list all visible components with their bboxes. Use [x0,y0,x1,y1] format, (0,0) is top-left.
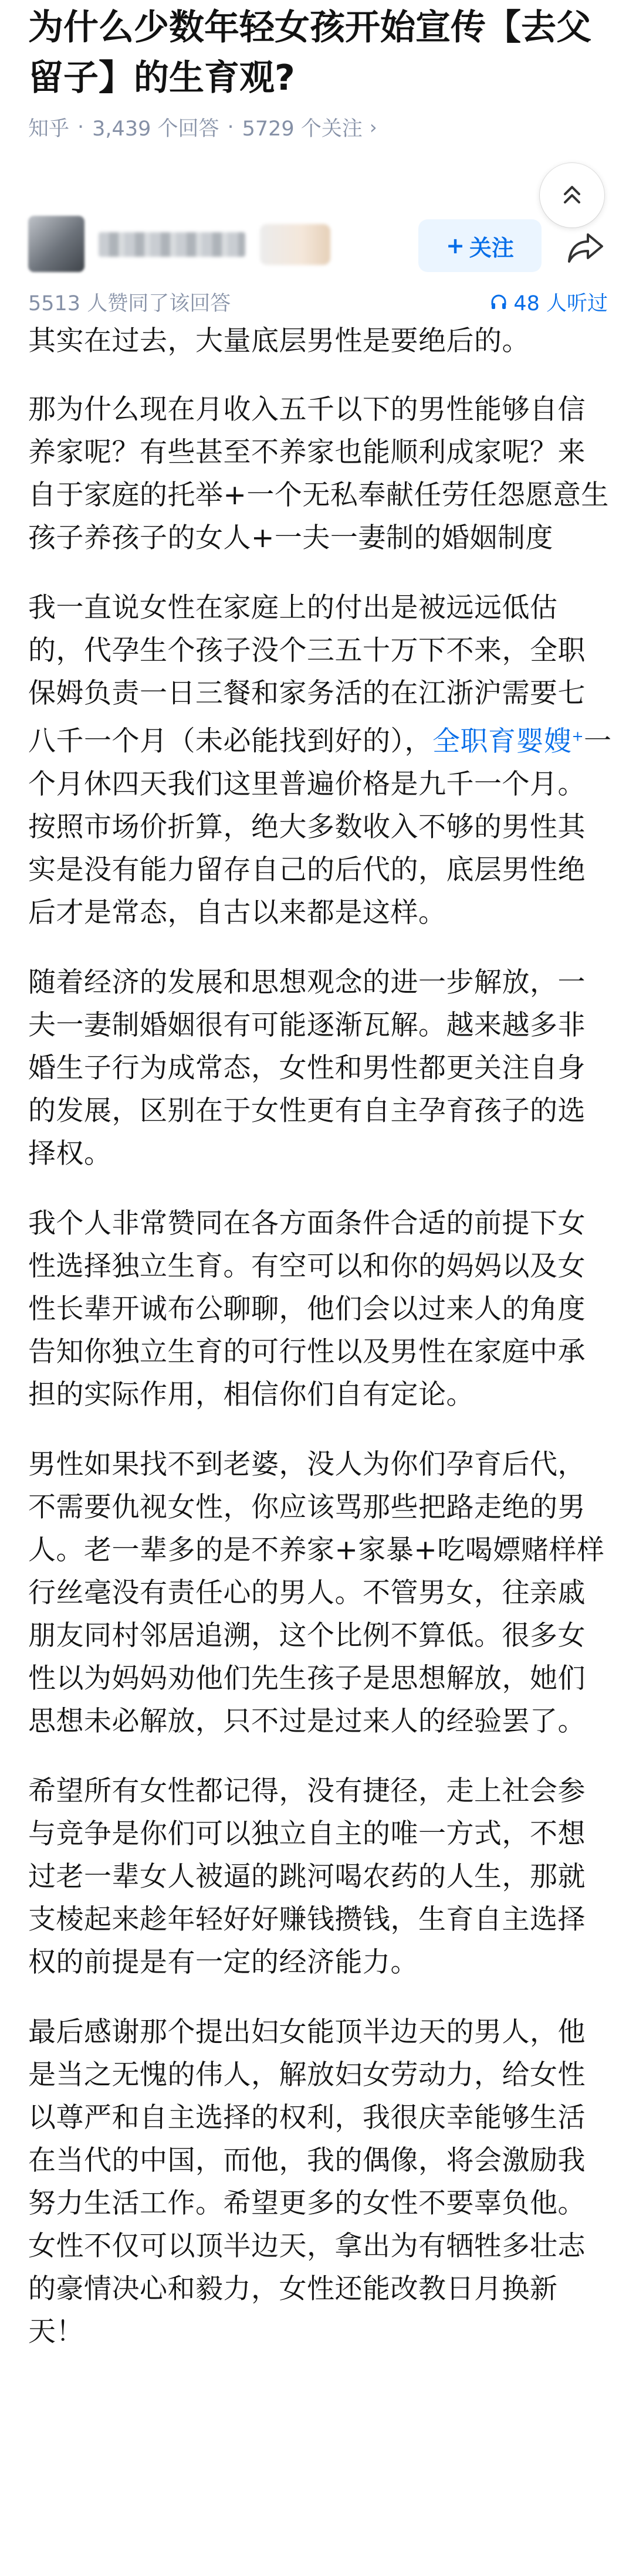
collapse-button[interactable] [540,163,604,228]
share-button[interactable] [561,224,610,271]
follow-button[interactable] [418,219,542,272]
source-label: 知乎 [28,117,70,141]
keyword-link[interactable] [432,725,584,758]
author-name-blurred[interactable] [99,232,245,257]
author-badge-blurred [260,224,330,265]
answer-meta [28,287,608,317]
question-meta[interactable] [28,113,377,142]
follow-label: 关注 [469,235,514,261]
chevron-double-up-icon [559,182,585,208]
headphones-icon [490,293,508,311]
answer-paragraph [28,586,612,934]
answer-paragraph: 那为什么现在月收入五千以下的男性能够自信养家呢？有些甚至不养家也能顺利成家呢？来自于家庭的托举+一个无私奉献任劳任怨愿意生孩子养孩子的女人+一夫一妻制的婚姻制度 [28,393,609,554]
avatar[interactable] [28,216,84,272]
answers-count: 3,439 个回答 [92,117,219,141]
chevron-right-icon: › [369,116,377,138]
plus-icon: + [446,233,465,259]
paragraph-text: 一个月休四天我们这里普遍价格是九千一个月。按照市场价折算，绝大多数收入不够的男性其实是没有能力留存自己的后代的，底层男性绝后才是常态，自古以来都是这样。 [28,725,612,929]
followers-count: 5729 个关注 [242,117,363,141]
meta-separator: · [227,116,234,139]
upvote-count: 5513 人赞同了该回答 [28,292,231,315]
answer-paragraph: 我个人非常赞同在各方面条件合适的前提下女性选择独立生育。有空可以和你的妈妈以及女性长辈开诚布公聊聊，他们会以过来人的角度告知你独立生育的可行性以及男性在家庭中承担的实际作用，相信你们自有定论。 [28,1207,586,1411]
meta-separator: · [77,116,84,139]
answer-paragraph: 随着经济的发展和思想观念的进一步解放，一夫一妻制婚姻很有可能逐渐瓦解。越来越多非婚生子行为成常态，女性和男性都更关注自身的发展，区别在于女性更有自主孕育孩子的选择权。 [28,966,586,1170]
answer-paragraph: 男性如果找不到老婆，没人为你们孕育后代，不需要仇视女性，你应该骂那些把路走绝的男人。老一辈多的是不养家+家暴+吃喝嫖赌样样行丝毫没有责任心的男人。不管男女，往亲戚朋友同村邻居追溯，这个比例不算低。很多女性以为妈妈劝他们先生孩子是思想解放，她们思想未必解放，只不过是过来人的经验罢了。 [28,1448,605,1737]
answer-paragraph: 希望所有女性都记得，没有捷径，走上社会参与竞争是你们可以独立自主的唯一方式，不想过老一辈女人被逼的跳河喝农药的人生，那就支棱起来趁年轻好好赚钱攒钱，生育自主选择权的前提是有一定的经济能力。 [28,1774,586,1978]
question-title[interactable]: 为什么少数年轻女孩开始宣传【去父留子】的生育观? [28,7,591,99]
author-row [28,211,615,281]
answer-paragraph: 最后感谢那个提出妇女能顶半边天的男人，他是当之无愧的伟人，解放妇女劳动力，给女性以尊严和自主选择的权利，我很庆幸能够生活在当代的中国，而他，我的偶像，将会激励我努力生活工作。希望更多的女性不要辜负他。女性不仅可以顶半边天，拿出为有牺牲多壮志的豪情决心和毅力，女性还能改教日月换新天！ [28,2015,586,2348]
keyword-link-label: 全职育婴嫂 [432,725,572,758]
share-arrow-icon [567,231,604,264]
answer-body [28,320,612,2380]
answer-paragraph: 其实在过去，大量底层男性是要绝后的。 [28,325,530,357]
listen-count: 48 人听过 [513,292,608,315]
listen-button[interactable] [490,287,608,317]
link-marker-icon: + [571,728,584,744]
paragraph-text: 我一直说女性在家庭上的付出是被远远低估的，代孕生个孩子没个三五十万下不来，全职保姆负责一日三餐和家务活的在江浙沪需要七八千一个月（未必能找到好的）， [28,592,586,758]
